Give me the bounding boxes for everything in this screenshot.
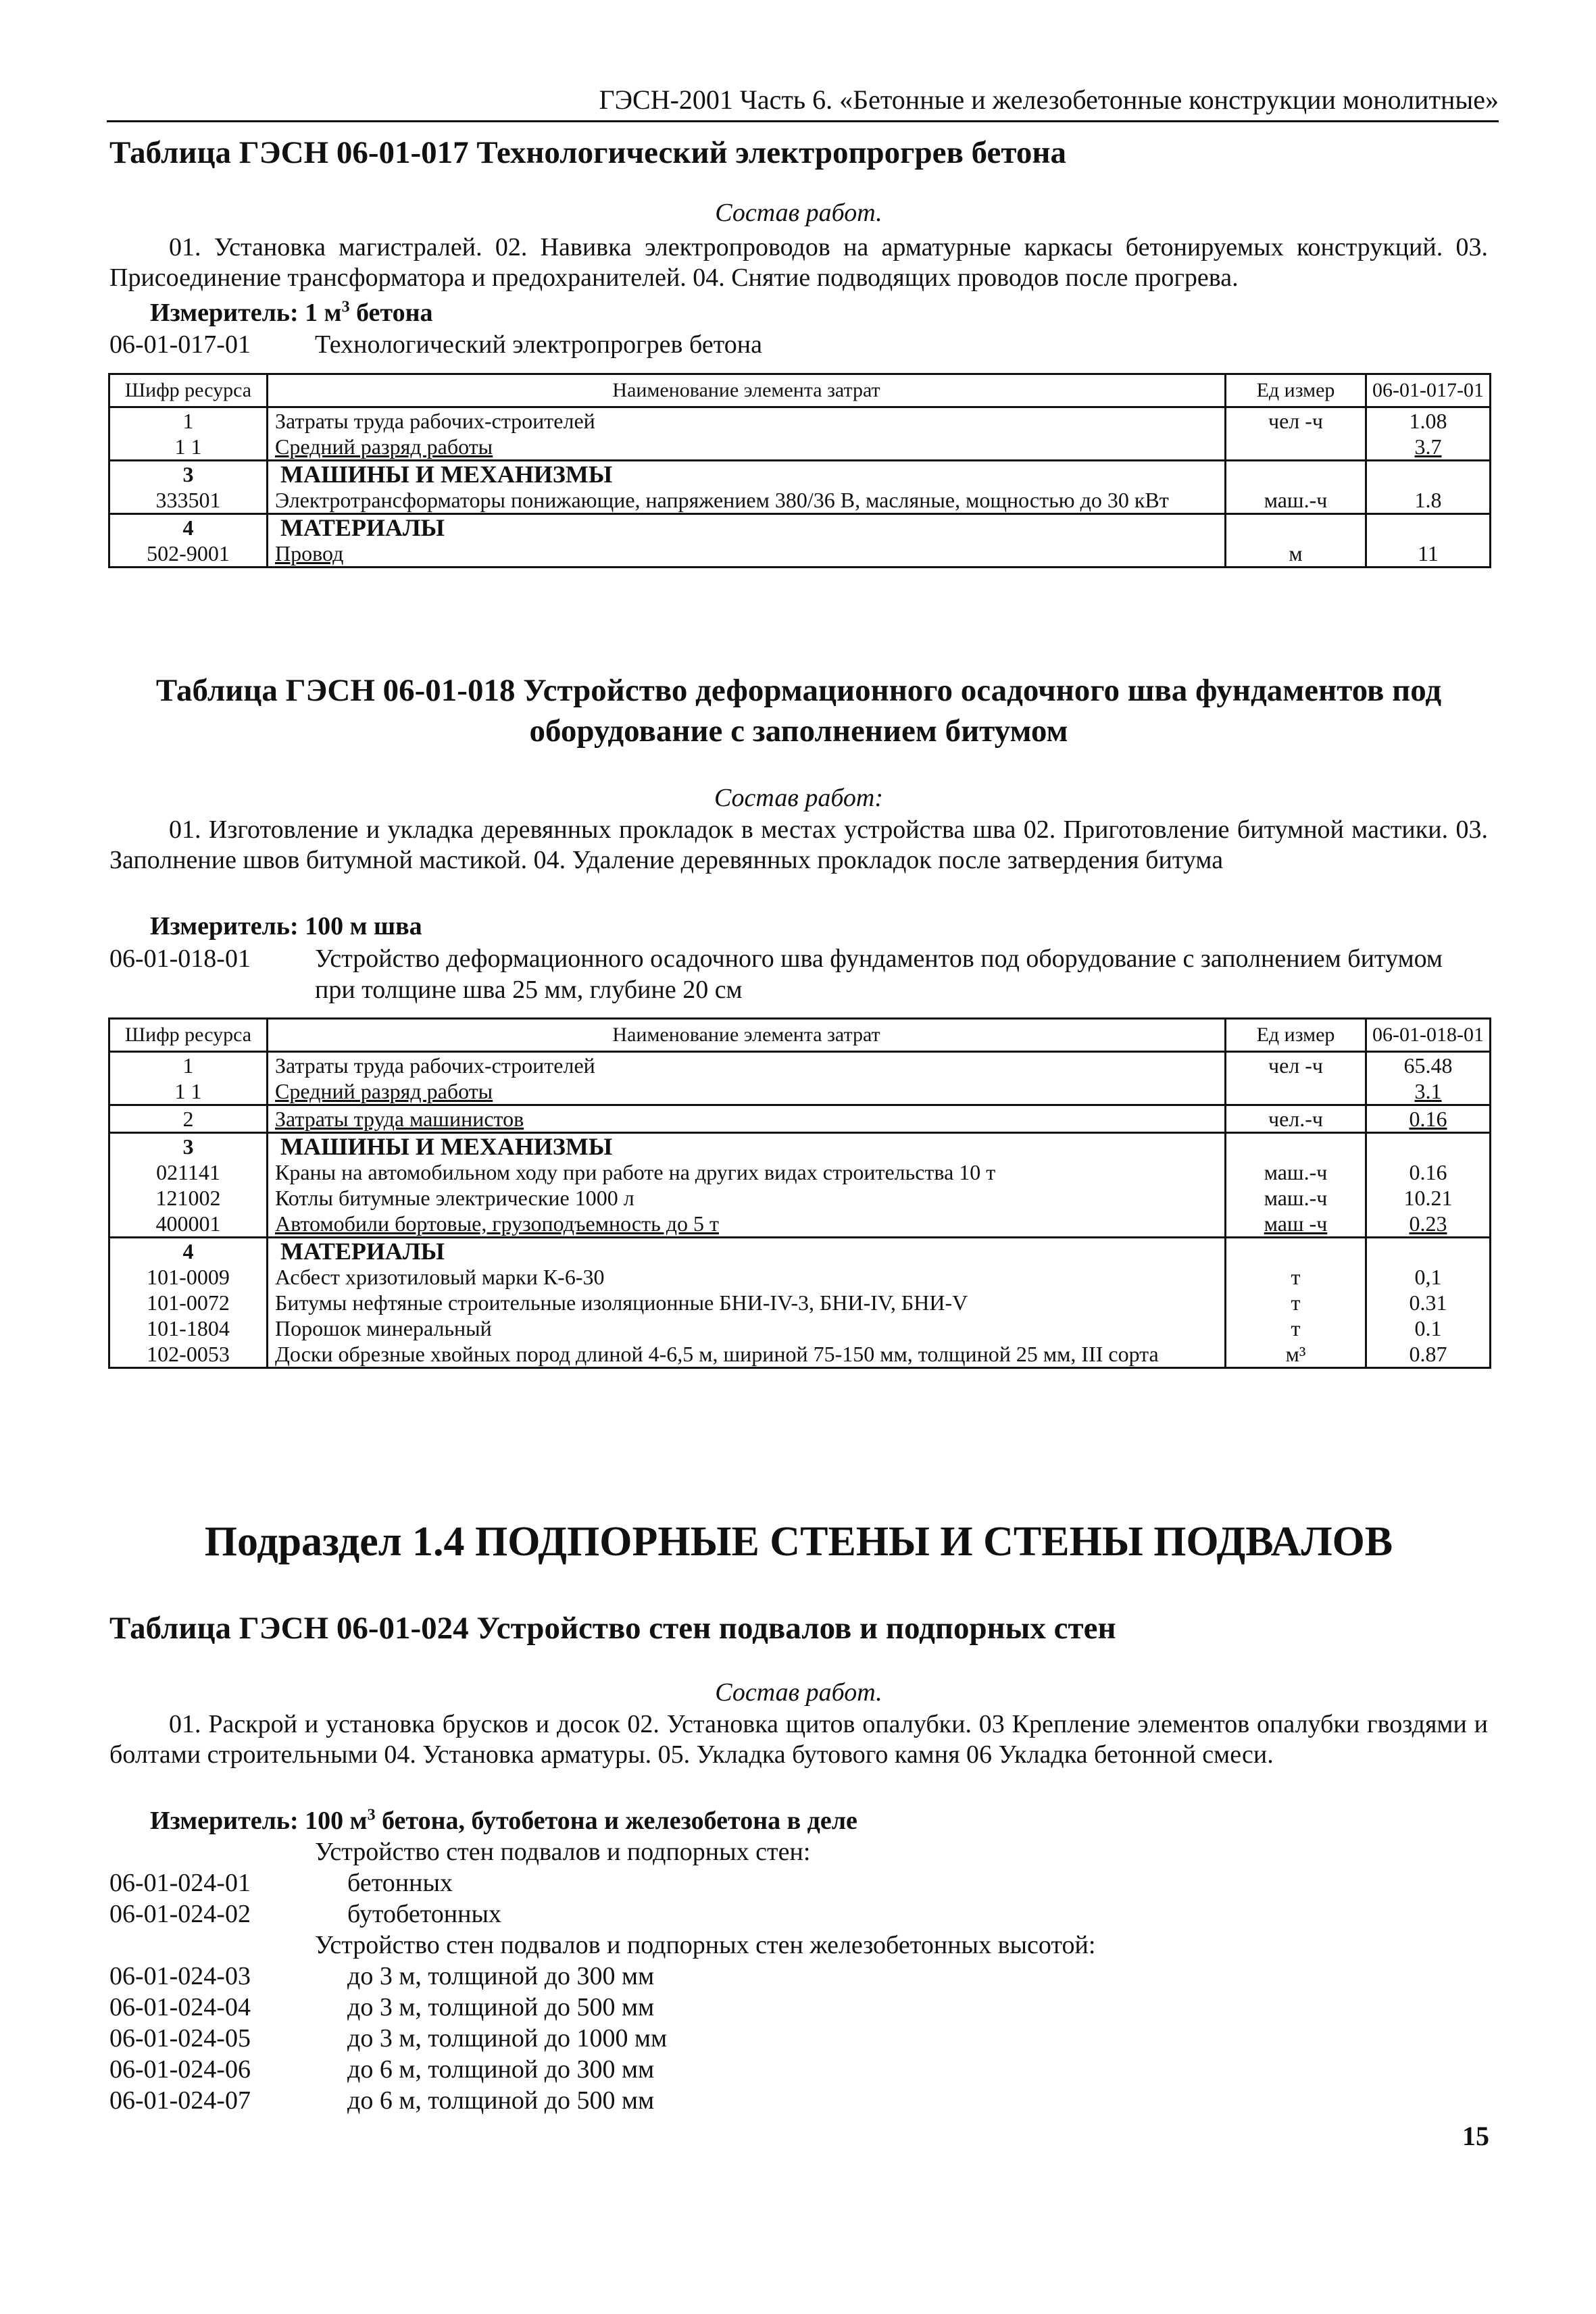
table-row	[109, 1341, 1491, 1368]
norm-code: 06-01-018-01	[109, 945, 251, 973]
col-header-name: Наименование элемента затрат	[268, 374, 1226, 407]
table-row	[109, 1211, 1491, 1238]
col-header-name: Наименование элемента затрат	[268, 1019, 1226, 1052]
table-018-measure	[150, 911, 1488, 942]
table-017-title: Таблица ГЭСН 06-01-017 Технологический электропрогрев бетона	[109, 135, 1066, 170]
table-017-measure	[150, 297, 1488, 328]
cell-code: 101-0072	[109, 1290, 268, 1315]
norm-code: 06-01-024-04	[109, 1993, 251, 2021]
col-header-unit: Ед измер	[1226, 374, 1366, 407]
cell-unit	[1226, 514, 1366, 541]
table-row	[109, 1052, 1491, 1079]
cell-name: Доски обрезные хвойных пород длиной 4-6,5 м, шириной 75-150 мм, толщиной 25 мм, III сорта	[268, 1341, 1226, 1368]
cell-unit: маш -ч	[1226, 1211, 1366, 1238]
cell-code: 101-0009	[109, 1264, 268, 1290]
col-header-code: Шифр ресурса	[109, 1019, 268, 1052]
cell-name: Затраты труда машинистов	[268, 1105, 1226, 1133]
cell-value: 3.1	[1366, 1078, 1491, 1105]
table-024-measure	[150, 1805, 1488, 1836]
cell-name: Асбест хризотиловый марки К-6-30	[268, 1264, 1226, 1290]
cell-unit: маш.-ч	[1226, 1159, 1366, 1185]
cell-unit: т	[1226, 1264, 1366, 1290]
norm-name: до 3 м, толщиной до 500 мм	[347, 1993, 655, 2021]
cell-code: 502-9001	[109, 540, 268, 568]
cell-name: Электротрансформаторы понижающие, напряжением 380/36 В, масляные, мощностью до 30 кВт	[268, 487, 1226, 514]
running-header: ГЭСН-2001 Часть 6. «Бетонные и железобетонные конструкции монолитные»	[107, 80, 1499, 122]
cell-unit: чел -ч	[1226, 407, 1366, 434]
table-018-norm-row	[109, 943, 1488, 1005]
cell-unit	[1226, 1078, 1366, 1105]
cell-name: Котлы битумные электрические 1000 л	[268, 1185, 1226, 1211]
cell-name: Затраты труда рабочих-строителей	[268, 407, 1226, 434]
cell-code: 3	[109, 1133, 268, 1160]
cell-name: Битумы нефтяные строительные изоляционные БНИ-IV-3, БНИ-IV, БНИ-V	[268, 1290, 1226, 1315]
measure-label: Измеритель:	[150, 299, 299, 327]
cell-name: Средний разряд работы	[268, 1078, 1226, 1105]
cell-code: 1	[109, 1052, 268, 1079]
norm-code: 06-01-024-02	[109, 1900, 251, 1928]
cell-code: 101-1804	[109, 1315, 268, 1341]
cell-value: 1.8	[1366, 487, 1491, 514]
norm-name: Устройство деформационного осадочного шва фундаментов под оборудование с заполнением битумом при толщине шва 25 мм, глубине 20 см	[315, 945, 1443, 1004]
table-row	[109, 1315, 1491, 1341]
table-row	[109, 514, 1491, 541]
table-017-sostav-label: Состав работ.	[715, 199, 882, 227]
cell-value: 0.16	[1366, 1159, 1491, 1185]
cell-unit: чел.-ч	[1226, 1105, 1366, 1133]
col-header-code: Шифр ресурса	[109, 374, 268, 407]
cell-value: 65.48	[1366, 1052, 1491, 1079]
measure-value: 1 м	[305, 299, 342, 327]
norm-code: 06-01-024-03	[109, 1962, 251, 1990]
group-label: Устройство стен подвалов и подпорных стен:	[315, 1838, 811, 1866]
cell-name: Затраты труда рабочих-строителей	[268, 1052, 1226, 1079]
norm-name: до 3 м, толщиной до 300 мм	[347, 1962, 655, 1990]
table-row	[109, 1078, 1491, 1105]
cell-name: Порошок минеральный	[268, 1315, 1226, 1341]
cell-unit: м	[1226, 540, 1366, 568]
cell-code: 4	[109, 514, 268, 541]
measure-value: 100 м	[305, 1807, 368, 1835]
measure-rest: бетона	[349, 299, 433, 327]
group-label: Устройство стен подвалов и подпорных стен железобетонных высотой:	[315, 1931, 1096, 1959]
norm-name: до 6 м, толщиной до 300 мм	[347, 2055, 655, 2084]
measure-sup: 3	[341, 298, 350, 316]
norm-code: 06-01-017-01	[109, 330, 251, 359]
col-header-norm: 06-01-017-01	[1366, 374, 1491, 407]
table-017-works: 01. Установка магистралей. 02. Навивка электропроводов на арматурные каркасы бетонируемых конструкций. 03. Присоединение трансформатора и предохранителей. 04. Снятие подводящих проводов после прогрева.	[109, 233, 1488, 292]
subsection-title: Подраздел 1.4 ПОДПОРНЫЕ СТЕНЫ И СТЕНЫ ПОДВАЛОВ	[204, 1519, 1393, 1565]
cell-code: 021141	[109, 1159, 268, 1185]
cell-code: 102-0053	[109, 1341, 268, 1368]
norm-code: 06-01-024-05	[109, 2024, 251, 2053]
col-header-norm: 06-01-018-01	[1366, 1019, 1491, 1052]
table-024-sostav-label: Состав работ.	[715, 1678, 882, 1707]
table-row	[109, 1159, 1491, 1185]
page-number: 15	[1462, 2121, 1489, 2151]
norm-code: 06-01-024-06	[109, 2055, 251, 2084]
table-018-sostav-label: Состав работ:	[714, 784, 884, 812]
cell-value	[1366, 1133, 1491, 1160]
measure-rest: бетона, бутобетона и железобетона в деле	[375, 1807, 857, 1835]
cell-name: МАШИНЫ И МЕХАНИЗМЫ	[268, 1133, 1226, 1160]
cell-unit: чел -ч	[1226, 1052, 1366, 1079]
cell-name: Автомобили бортовые, грузоподъемность до 5 т	[268, 1211, 1226, 1238]
cell-value	[1366, 1238, 1491, 1265]
table-018-resources	[108, 1017, 1491, 1369]
cell-unit: м³	[1226, 1341, 1366, 1368]
cell-code: 1 1	[109, 1078, 268, 1105]
measure-value: 100 м шва	[305, 912, 422, 940]
cell-value: 0.23	[1366, 1211, 1491, 1238]
table-header-row	[109, 374, 1491, 407]
measure-sup: 3	[367, 1806, 376, 1824]
norm-name: до 6 м, толщиной до 500 мм	[347, 2086, 655, 2115]
cell-value: 0.1	[1366, 1315, 1491, 1341]
cell-code: 1 1	[109, 434, 268, 461]
cell-value: 0,1	[1366, 1264, 1491, 1290]
cell-value: 0.16	[1366, 1105, 1491, 1133]
cell-name: МАШИНЫ И МЕХАНИЗМЫ	[268, 461, 1226, 488]
cell-unit: маш.-ч	[1226, 487, 1366, 514]
cell-value: 3.7	[1366, 434, 1491, 461]
table-row	[109, 1238, 1491, 1265]
cell-code: 2	[109, 1105, 268, 1133]
col-header-unit: Ед измер	[1226, 1019, 1366, 1052]
table-row	[109, 1290, 1491, 1315]
cell-code: 121002	[109, 1185, 268, 1211]
table-row	[109, 461, 1491, 488]
cell-unit	[1226, 1238, 1366, 1265]
table-row	[109, 1264, 1491, 1290]
table-row	[109, 407, 1491, 434]
measure-label: Измеритель:	[150, 912, 299, 940]
table-024-works: 01. Раскрой и установка брусков и досок 02. Установка щитов опалубки. 03 Крепление элементов опалубки гвоздями и болтами строительными 04. Установка арматуры. 05. Укладка бутового камня 06 Укладка бетонной смеси.	[109, 1710, 1488, 1769]
norm-name: бетонных	[347, 1869, 453, 1897]
cell-unit: т	[1226, 1290, 1366, 1315]
norm-name: Технологический электропрогрев бетона	[315, 330, 762, 359]
cell-value: 1.08	[1366, 407, 1491, 434]
cell-name: МАТЕРИАЛЫ	[268, 1238, 1226, 1265]
cell-value	[1366, 514, 1491, 541]
cell-unit	[1226, 1133, 1366, 1160]
cell-name: МАТЕРИАЛЫ	[268, 514, 1226, 541]
cell-name: Краны на автомобильном ходу при работе на других видах строительства 10 т	[268, 1159, 1226, 1185]
cell-value: 10.21	[1366, 1185, 1491, 1211]
norm-code: 06-01-024-01	[109, 1869, 251, 1897]
measure-label: Измеритель:	[150, 1807, 299, 1835]
table-024-title: Таблица ГЭСН 06-01-024 Устройство стен подвалов и подпорных стен	[109, 1611, 1116, 1646]
cell-code: 333501	[109, 487, 268, 514]
cell-value: 0.31	[1366, 1290, 1491, 1315]
norm-code: 06-01-024-07	[109, 2086, 251, 2115]
norm-name: бутобетонных	[347, 1900, 501, 1928]
cell-name: Провод	[268, 540, 1226, 568]
cell-unit: т	[1226, 1315, 1366, 1341]
cell-code: 3	[109, 461, 268, 488]
table-row	[109, 540, 1491, 568]
table-header-row	[109, 1019, 1491, 1052]
cell-value	[1366, 461, 1491, 488]
norm-name: до 3 м, толщиной до 1000 мм	[347, 2024, 668, 2053]
table-018-title: Таблица ГЭСН 06-01-018 Устройство деформационного осадочного шва фундаментов под оборудование с заполнением битумом	[155, 673, 1442, 749]
table-row	[109, 1133, 1491, 1160]
cell-name: Средний разряд работы	[268, 434, 1226, 461]
cell-value: 0.87	[1366, 1341, 1491, 1368]
table-row	[109, 487, 1491, 514]
cell-value: 11	[1366, 540, 1491, 568]
table-row	[109, 1105, 1491, 1133]
table-row	[109, 434, 1491, 461]
cell-unit	[1226, 461, 1366, 488]
cell-code: 1	[109, 407, 268, 434]
table-row	[109, 1185, 1491, 1211]
table-017-resources	[108, 373, 1491, 568]
table-018-works: 01. Изготовление и укладка деревянных прокладок в местах устройства шва 02. Приготовление битумной мастики. 03. Заполнение швов битумной мастикой. 04. Удаление деревянных прокладок после затвердения битума	[109, 815, 1488, 874]
cell-unit: маш.-ч	[1226, 1185, 1366, 1211]
cell-code: 4	[109, 1238, 268, 1265]
cell-unit	[1226, 434, 1366, 461]
cell-code: 400001	[109, 1211, 268, 1238]
